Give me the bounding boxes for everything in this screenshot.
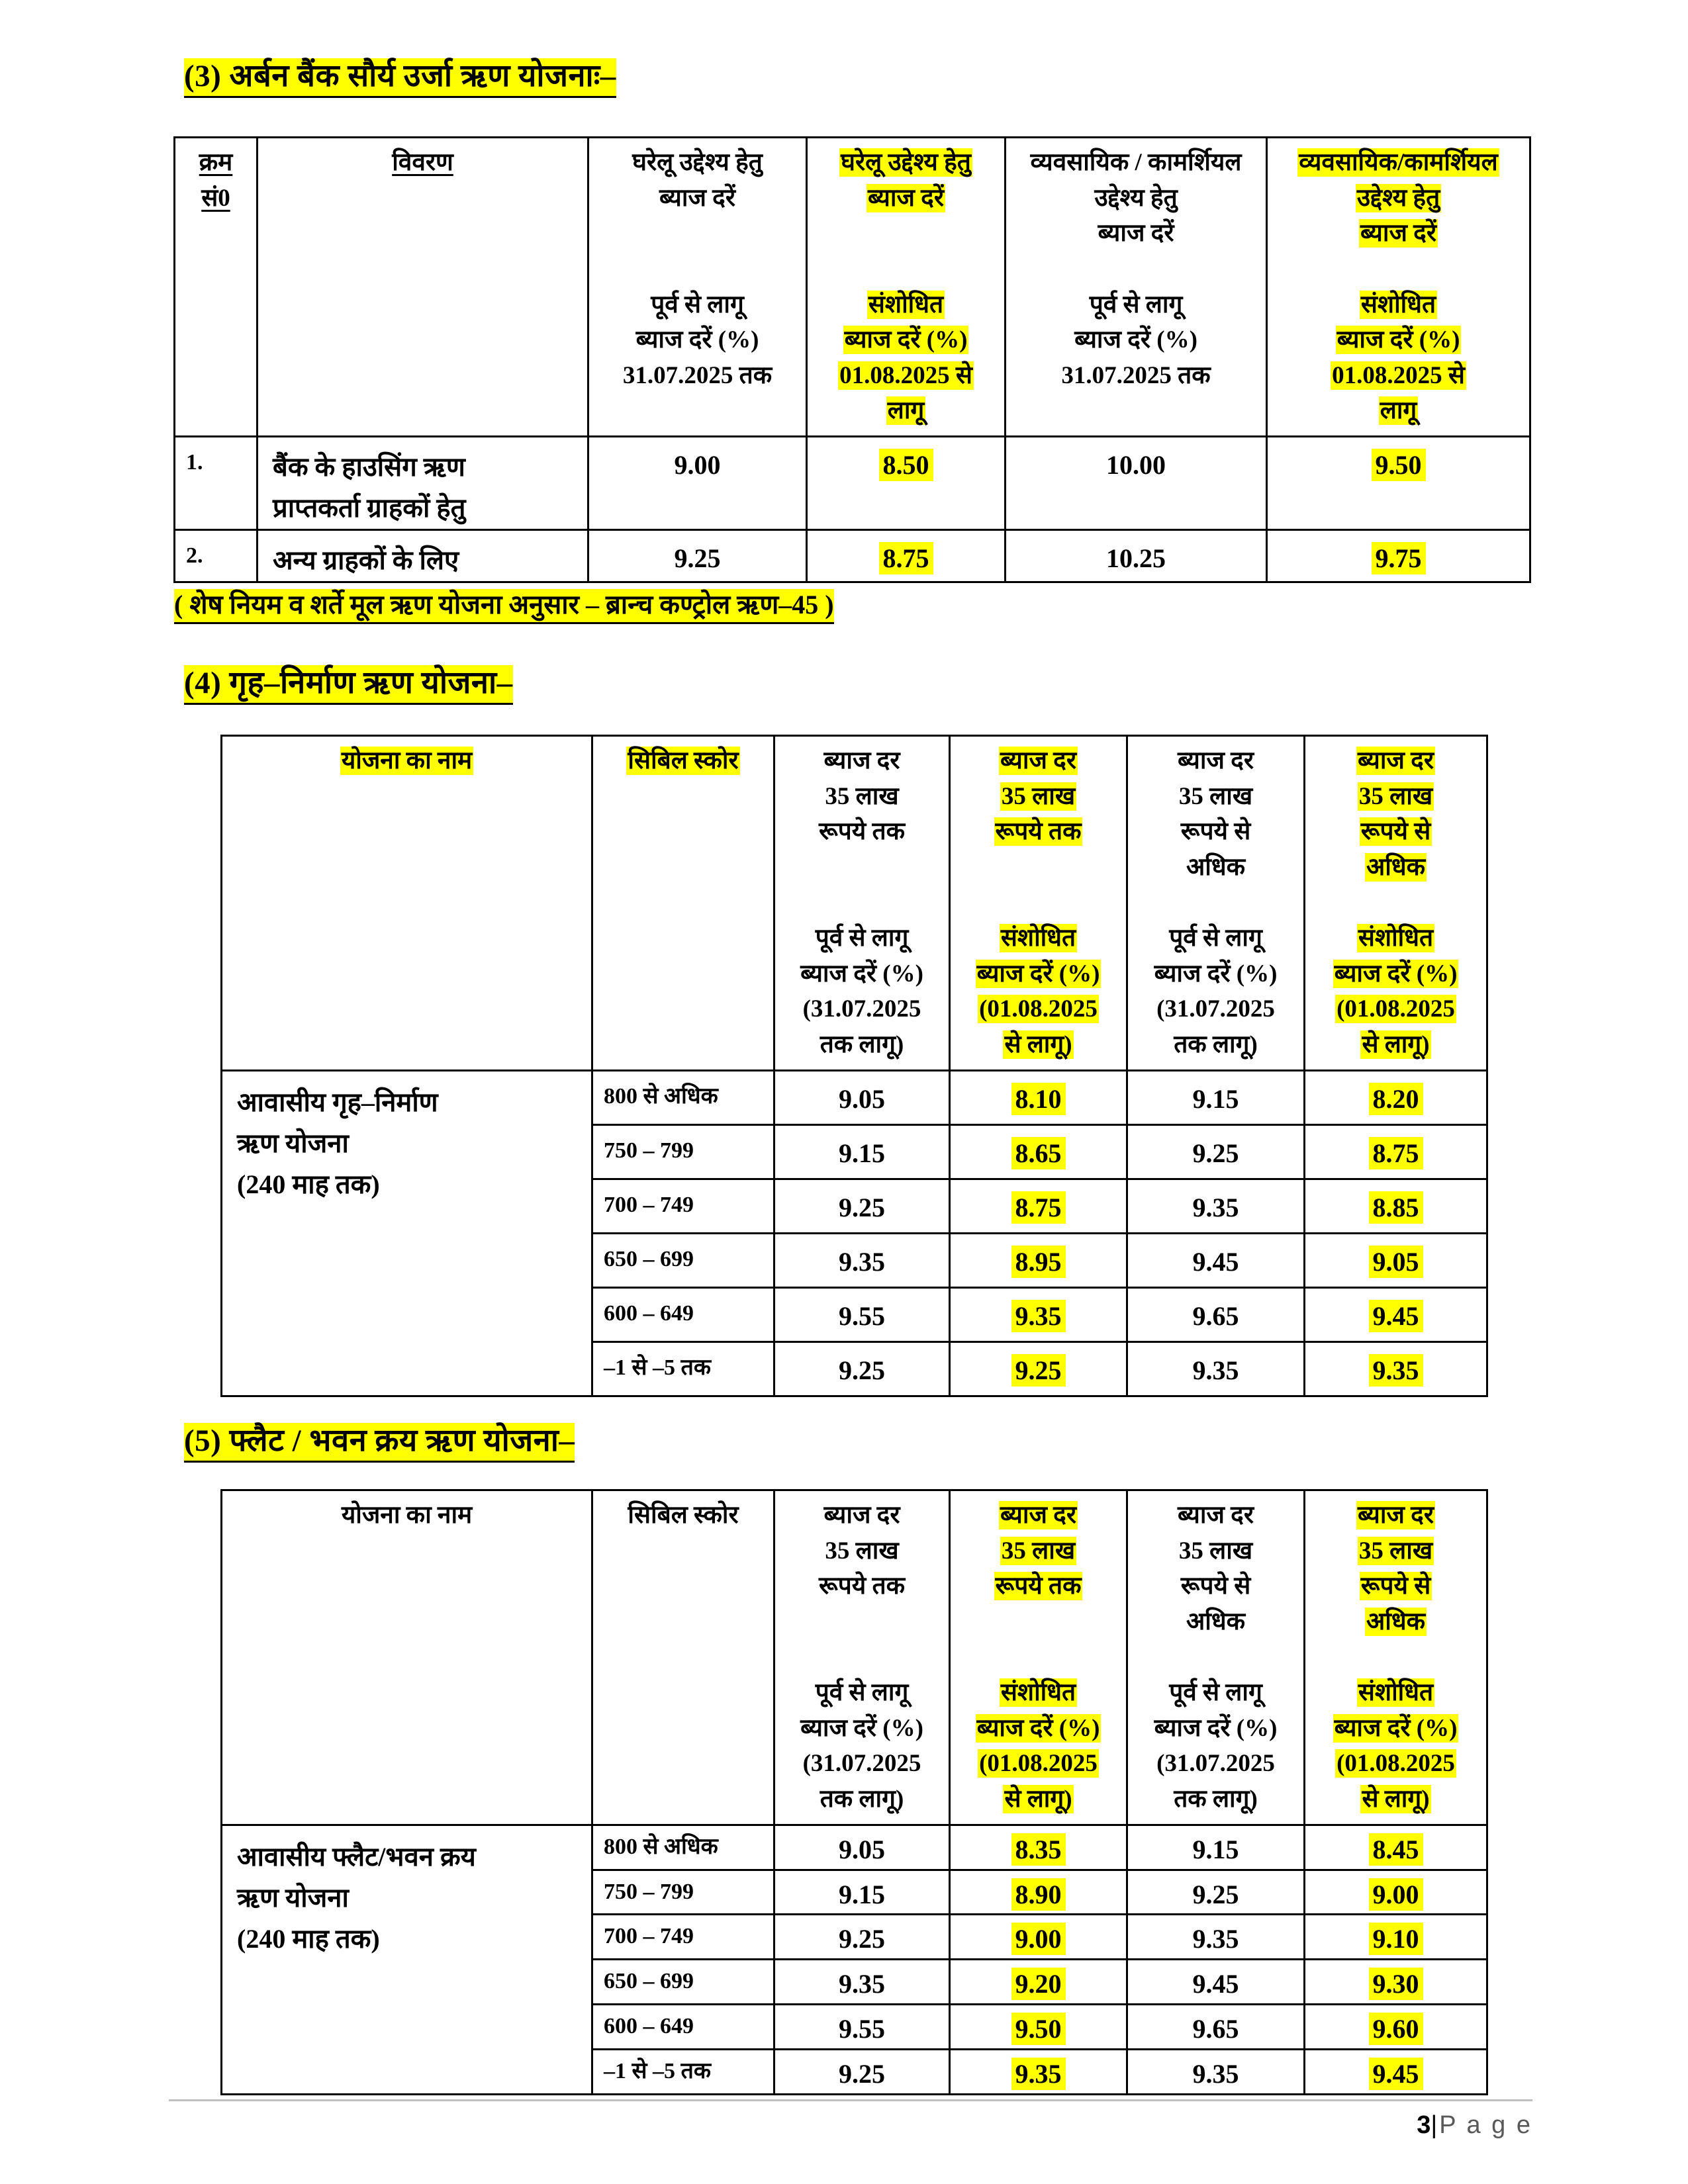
- row2-rate-dom-old: [588, 530, 807, 582]
- s4-c4-s2: ब्याज दरें (%): [1334, 960, 1458, 987]
- s5-r0-v2: 8.35: [1011, 1833, 1066, 1866]
- s5-r1-cibil: 750 – 799: [604, 1879, 694, 1904]
- s5-r4-v3: 9.65: [1192, 2013, 1239, 2044]
- section-3-note-text: ( शेष नियम व शर्ते मूल ऋण योजना अनुसार – ब्रान्च कण्ट्रोल ऋण–45 ): [174, 589, 834, 624]
- s4-scheme-l3: (240 माह तक): [237, 1169, 380, 1199]
- s5-r2-cibil: 700 – 749: [604, 1924, 694, 1949]
- rate-upto35-old: [774, 1124, 950, 1179]
- s5-r5-cibil: –1 से –5 तक: [604, 2058, 711, 2083]
- row2-sno-cell: [175, 530, 258, 582]
- hdr-com-new-l1: व्यवसायिक/कामर्शियल: [1299, 149, 1498, 176]
- hdr-com-new-l2: उद्देश्य हेतु: [1356, 184, 1440, 212]
- s4-c2-s4: से लागू): [1004, 1031, 1072, 1059]
- s5-c2-t2: 35 लाख: [1001, 1537, 1076, 1565]
- rate-upto35-old: [774, 1960, 950, 2005]
- s5-c4-t1: ब्याज दर: [1358, 1502, 1434, 1529]
- s4-r3-cibil: 650 – 699: [604, 1246, 694, 1271]
- rate-above35-old: [1127, 1870, 1305, 1915]
- s5-hdr-yojana: योजना का नाम: [341, 1502, 473, 1529]
- s5-r1-v1: 9.15: [839, 1879, 885, 1909]
- rate-above35-new: [1305, 1124, 1487, 1179]
- row1-sno-cell: [175, 437, 258, 530]
- header-vivaran: [258, 138, 588, 437]
- s4-scheme-l1: आवासीय गृह–निर्माण: [237, 1087, 438, 1117]
- s4-c2-s3: (01.08.2025: [979, 995, 1098, 1023]
- s5-r3-v4: 9.30: [1369, 1968, 1423, 2000]
- rate-above35-new: [1305, 1825, 1487, 1870]
- page-footer: [1294, 2111, 1532, 2140]
- header-sno-line1: क्रम: [199, 149, 233, 176]
- row1-desc-line2: प्राप्तकर्ता ग्राहकों हेतु: [273, 493, 466, 523]
- section-5-heading-text: (5) फ्लैट / भवन क्रय ऋण योजना–: [184, 1423, 575, 1463]
- s4-c1-s4: तक लागू): [820, 1031, 904, 1059]
- table-header-row: [222, 736, 1487, 1071]
- s4-c4-t4: अधिक: [1366, 853, 1426, 881]
- s5-r0-v1: 9.05: [839, 1834, 885, 1864]
- rate-upto35-old: [774, 1342, 950, 1396]
- s4-r0-v2: 8.10: [1011, 1083, 1066, 1115]
- s5-r0-v4: 8.45: [1369, 1833, 1423, 1866]
- s5-c3-t1: ब्याज दर: [1178, 1502, 1254, 1529]
- s5-c3-t2: 35 लाख: [1178, 1537, 1253, 1565]
- hdr-com-old-s1: पूर्व से लागू: [1089, 291, 1183, 318]
- s5-r4-v1: 9.55: [839, 2013, 885, 2044]
- row1-v4: 9.50: [1372, 449, 1426, 481]
- s5-r5-v2: 9.35: [1011, 2058, 1066, 2090]
- s4-r0-v3: 9.15: [1192, 1083, 1239, 1114]
- section-3-note: [174, 589, 834, 624]
- hdr-dom-new-s2: ब्याज दरें (%): [844, 326, 968, 354]
- hdr-dom-old-l1: घरेलू उद्देश्य हेतु: [632, 149, 763, 176]
- rate-above35-old: [1127, 1179, 1305, 1233]
- row1-v1: 9.00: [674, 450, 721, 480]
- rate-upto35-old: [774, 1915, 950, 1960]
- rate-above35-new: [1305, 2004, 1487, 2049]
- hdr-dom-new-l2: ब्याज दरें: [868, 184, 944, 212]
- s4-r3-v4: 9.05: [1369, 1246, 1423, 1278]
- header-scheme-name: [222, 1490, 592, 1825]
- rate-above35-new: [1305, 1233, 1487, 1287]
- s4-c3-t1: ब्याज दर: [1178, 747, 1254, 774]
- s4-c4-s4: से लागू): [1362, 1031, 1430, 1059]
- rate-above35-old: [1127, 1287, 1305, 1342]
- s4-c4-s3: (01.08.2025: [1336, 995, 1455, 1023]
- hdr-com-old-l1: व्यवसायिक / कामर्शियल: [1030, 149, 1242, 176]
- rate-above35-old: [1127, 1915, 1305, 1960]
- hdr-dom-old-s3: 31.07.2025 तक: [622, 361, 773, 389]
- s4-c4-t3: रूपये से: [1360, 818, 1431, 846]
- rate-above35-new: [1305, 1342, 1487, 1396]
- s4-r1-v1: 9.15: [839, 1138, 885, 1168]
- section-4-table: [220, 735, 1488, 1397]
- hdr-dom-old-l2: ब्याज दरें: [659, 184, 735, 212]
- s5-c4-t2: 35 लाख: [1358, 1537, 1433, 1565]
- header-vivaran-text: विवरण: [392, 149, 453, 176]
- s4-c3-t2: 35 लाख: [1178, 782, 1253, 810]
- header-sno: [175, 138, 258, 437]
- s4-r1-v2: 8.65: [1011, 1137, 1066, 1169]
- rate-above35-old: [1127, 1960, 1305, 2005]
- hdr-com-old-s3: 31.07.2025 तक: [1061, 361, 1211, 389]
- s4-r4-v4: 9.45: [1369, 1300, 1423, 1332]
- row2-desc-line1: अन्य ग्राहकों के लिए: [273, 545, 459, 576]
- s4-r4-v2: 9.35: [1011, 1300, 1066, 1332]
- rate-above35-old: [1127, 2004, 1305, 2049]
- s4-r0-v1: 9.05: [839, 1083, 885, 1114]
- rate-upto35-old: [774, 1287, 950, 1342]
- rate-upto35-new: [950, 1179, 1127, 1233]
- row2-rate-com-old: [1006, 530, 1267, 582]
- s4-c1-s2: ब्याज दरें (%): [800, 960, 923, 987]
- hdr-dom-new-s3: 01.08.2025 से: [839, 361, 972, 389]
- s4-c3-s4: तक लागू): [1174, 1031, 1258, 1059]
- s5-r3-cibil: 650 – 699: [604, 1969, 694, 1994]
- s5-c4-s1: संशोधित: [1358, 1679, 1434, 1707]
- cibil-range-cell: [592, 2004, 774, 2049]
- s5-c3-s1: पूर्व से लागू: [1169, 1679, 1262, 1707]
- s4-c2-t3: रूपये तक: [995, 818, 1082, 846]
- rate-above35-new: [1305, 1287, 1487, 1342]
- s5-c3-s3: (31.07.2025: [1156, 1750, 1275, 1778]
- hdr-dom-new-s4: लागू: [887, 397, 925, 425]
- rate-upto35-new: [950, 1124, 1127, 1179]
- row1-rate-com-new: [1267, 437, 1530, 530]
- header-scheme-name: [222, 736, 592, 1071]
- rate-upto35-old: [774, 1233, 950, 1287]
- s4-c3-s1: पूर्व से लागू: [1169, 925, 1262, 952]
- s5-c3-t3: रूपये से: [1180, 1572, 1251, 1600]
- s4-c1-t1: ब्याज दर: [823, 747, 900, 774]
- footer-page-number: 3: [1417, 2111, 1431, 2139]
- s4-c3-t3: रूपये से: [1180, 818, 1251, 846]
- header-above35-revised: [1305, 1490, 1487, 1825]
- section-5-heading: [184, 1423, 575, 1463]
- s4-r2-v1: 9.25: [839, 1192, 885, 1222]
- header-cibil-score: [592, 736, 774, 1071]
- table-header-row: [222, 1490, 1487, 1825]
- rate-upto35-old: [774, 2049, 950, 2094]
- s4-c1-s1: पूर्व से लागू: [815, 925, 909, 952]
- cibil-range-cell: [592, 1287, 774, 1342]
- rate-upto35-new: [950, 1287, 1127, 1342]
- cibil-range-cell: [592, 1124, 774, 1179]
- rate-above35-old: [1127, 1233, 1305, 1287]
- header-domestic-revised: [807, 138, 1006, 437]
- s4-r3-v1: 9.35: [839, 1246, 885, 1277]
- s5-c2-s2: ब्याज दरें (%): [976, 1714, 1100, 1742]
- row2-sno: 2.: [186, 543, 203, 569]
- s4-scheme-l2: ऋण योजना: [237, 1128, 349, 1158]
- s4-c4-t1: ब्याज दर: [1358, 747, 1434, 774]
- cibil-range-cell: [592, 2049, 774, 2094]
- table-row: [175, 437, 1530, 530]
- rate-above35-new: [1305, 2049, 1487, 2094]
- header-sno-line2: सं0: [201, 184, 230, 212]
- header-above35-revised: [1305, 736, 1487, 1071]
- s5-c1-s2: ब्याज दरें (%): [800, 1714, 923, 1742]
- row2-rate-dom-new: [807, 530, 1006, 582]
- s4-r0-v4: 8.20: [1369, 1083, 1423, 1115]
- s5-r1-v2: 8.90: [1011, 1878, 1066, 1911]
- table-row: [222, 1070, 1487, 1124]
- rate-upto35-new: [950, 1825, 1127, 1870]
- section-5-table: [220, 1489, 1488, 2095]
- hdr-dom-new-s1: संशोधित: [868, 291, 944, 318]
- s4-r1-v4: 8.75: [1369, 1137, 1423, 1169]
- s4-c4-t2: 35 लाख: [1358, 782, 1433, 810]
- s4-c2-t2: 35 लाख: [1001, 782, 1076, 810]
- s4-r2-cibil: 700 – 749: [604, 1192, 694, 1217]
- row1-desc-line1: बैंक के हाउसिंग ऋण: [273, 452, 465, 482]
- s5-r5-v3: 9.35: [1192, 2058, 1239, 2089]
- s5-scheme-l1: आवासीय फ्लैट/भवन क्रय: [237, 1841, 476, 1872]
- row2-desc-cell: [258, 530, 588, 582]
- header-domestic-old: [588, 138, 807, 437]
- s5-r1-v3: 9.25: [1192, 1879, 1239, 1909]
- s5-c3-t4: अधिक: [1186, 1608, 1246, 1635]
- rate-above35-old: [1127, 1070, 1305, 1124]
- s5-c2-t1: ब्याज दर: [1000, 1502, 1076, 1529]
- scheme-name-cell: [222, 1825, 592, 2094]
- s4-r2-v3: 9.35: [1192, 1192, 1239, 1222]
- header-commercial-revised: [1267, 138, 1530, 437]
- header-upto35-revised: [950, 736, 1127, 1071]
- s4-r4-v1: 9.55: [839, 1300, 885, 1331]
- hdr-com-new-s4: लागू: [1380, 397, 1417, 425]
- s5-r4-v2: 9.50: [1011, 2013, 1066, 2045]
- cibil-range-cell: [592, 1825, 774, 1870]
- s4-r0-cibil: 800 से अधिक: [604, 1083, 718, 1109]
- s4-c3-s2: ब्याज दरें (%): [1154, 960, 1278, 987]
- hdr-com-new-s1: संशोधित: [1360, 291, 1436, 318]
- s4-c2-s2: ब्याज दरें (%): [976, 960, 1100, 987]
- hdr-com-old-l2: उद्देश्य हेतु: [1094, 184, 1178, 212]
- s4-r4-cibil: 600 – 649: [604, 1300, 694, 1326]
- cibil-range-cell: [592, 1233, 774, 1287]
- s4-c1-t3: रूपये तक: [819, 818, 905, 846]
- s5-scheme-l3: (240 माह तक): [237, 1923, 380, 1954]
- hdr-dom-new-l1: घरेलू उद्देश्य हेतु: [841, 149, 971, 176]
- row1-v2: 8.50: [879, 449, 933, 481]
- rate-upto35-new: [950, 1870, 1127, 1915]
- s5-c1-s1: पूर्व से लागू: [815, 1679, 909, 1707]
- s5-c4-s2: ब्याज दरें (%): [1334, 1714, 1458, 1742]
- hdr-com-old-s2: ब्याज दरें (%): [1074, 326, 1197, 354]
- rate-upto35-new: [950, 1233, 1127, 1287]
- rate-above35-new: [1305, 1960, 1487, 2005]
- row1-rate-dom-new: [807, 437, 1006, 530]
- cibil-range-cell: [592, 1960, 774, 2005]
- section-3-heading-text: (3) अर्बन बैंक सौर्य उर्जा ऋण योजनाः–: [184, 58, 616, 98]
- section-4-heading: [184, 665, 513, 705]
- s5-c1-s3: (31.07.2025: [802, 1750, 921, 1778]
- cibil-range-cell: [592, 1179, 774, 1233]
- row1-desc-cell: [258, 437, 588, 530]
- rate-upto35-old: [774, 1870, 950, 1915]
- hdr-dom-old-s2: ब्याज दरें (%): [635, 326, 759, 354]
- s5-scheme-l2: ऋण योजना: [237, 1882, 349, 1913]
- row2-v3: 10.25: [1106, 543, 1166, 574]
- row1-rate-com-old: [1006, 437, 1267, 530]
- header-upto35-old: [774, 736, 950, 1071]
- s4-c3-t4: अधिक: [1186, 853, 1246, 881]
- s4-r5-v1: 9.25: [839, 1355, 885, 1385]
- s4-r2-v4: 8.85: [1369, 1191, 1423, 1224]
- rate-upto35-new: [950, 1915, 1127, 1960]
- s5-r4-v4: 9.60: [1369, 2013, 1423, 2045]
- s4-r4-v3: 9.65: [1192, 1300, 1239, 1331]
- s4-hdr-cibil: सिबिल स्कोर: [628, 747, 739, 774]
- rate-above35-old: [1127, 1342, 1305, 1396]
- rate-above35-old: [1127, 2049, 1305, 2094]
- rate-above35-new: [1305, 1179, 1487, 1233]
- header-cibil-score: [592, 1490, 774, 1825]
- rate-above35-old: [1127, 1124, 1305, 1179]
- rate-upto35-new: [950, 1070, 1127, 1124]
- s5-c3-s2: ब्याज दरें (%): [1154, 1714, 1278, 1742]
- hdr-com-new-s2: ब्याज दरें (%): [1336, 326, 1460, 354]
- cibil-range-cell: [592, 1070, 774, 1124]
- hdr-com-new-s3: 01.08.2025 से: [1332, 361, 1465, 389]
- row1-v3: 10.00: [1106, 450, 1166, 480]
- s5-r3-v2: 9.20: [1011, 1968, 1066, 2000]
- rate-upto35-old: [774, 1825, 950, 1870]
- section-4-heading-text: (4) गृह–निर्माण ऋण योजना–: [184, 665, 513, 705]
- rate-upto35-old: [774, 1179, 950, 1233]
- rate-upto35-old: [774, 1070, 950, 1124]
- s5-r4-cibil: 600 – 649: [604, 2013, 694, 2038]
- hdr-com-old-l3: ब्याज दरें: [1098, 220, 1174, 248]
- s5-c1-t2: 35 लाख: [825, 1537, 899, 1565]
- s5-c1-t1: ब्याज दर: [823, 1502, 900, 1529]
- s5-r1-v4: 9.00: [1369, 1878, 1423, 1911]
- s4-r5-cibil: –1 से –5 तक: [604, 1355, 711, 1380]
- header-upto35-revised: [950, 1490, 1127, 1825]
- s5-r0-v3: 9.15: [1192, 1834, 1239, 1864]
- s5-c4-s4: से लागू): [1362, 1786, 1430, 1813]
- footer-divider: [169, 2099, 1532, 2101]
- s4-c2-s1: संशोधित: [1000, 925, 1076, 952]
- footer-page-label: P a g e: [1439, 2111, 1532, 2139]
- s5-c1-t3: रूपये तक: [819, 1572, 905, 1600]
- s4-r3-v2: 8.95: [1011, 1246, 1066, 1278]
- s4-c1-t2: 35 लाख: [825, 782, 899, 810]
- s4-r1-v3: 9.25: [1192, 1138, 1239, 1168]
- s5-c3-s4: तक लागू): [1174, 1786, 1258, 1813]
- rate-upto35-new: [950, 1960, 1127, 2005]
- s4-c2-t1: ब्याज दर: [1000, 747, 1076, 774]
- s5-r3-v3: 9.45: [1192, 1969, 1239, 1999]
- s4-r2-v2: 8.75: [1011, 1191, 1066, 1224]
- rate-above35-new: [1305, 1915, 1487, 1960]
- header-commercial-old: [1006, 138, 1267, 437]
- s5-c4-s3: (01.08.2025: [1336, 1750, 1455, 1778]
- cibil-range-cell: [592, 1342, 774, 1396]
- row2-rate-com-new: [1267, 530, 1530, 582]
- s5-r5-v1: 9.25: [839, 2058, 885, 2089]
- s5-c4-t4: अधिक: [1366, 1608, 1426, 1635]
- s5-c2-s3: (01.08.2025: [979, 1750, 1098, 1778]
- s5-c2-s1: संशोधित: [1000, 1679, 1076, 1707]
- rate-above35-new: [1305, 1870, 1487, 1915]
- s4-r5-v4: 9.35: [1369, 1354, 1423, 1387]
- s4-r5-v3: 9.35: [1192, 1355, 1239, 1385]
- s5-r5-v4: 9.45: [1369, 2058, 1423, 2090]
- section-3-table: [173, 136, 1531, 583]
- table-row: [222, 1825, 1487, 1870]
- s4-hdr-yojana: योजना का नाम: [341, 747, 473, 774]
- row2-v2: 8.75: [879, 542, 933, 574]
- header-upto35-old: [774, 1490, 950, 1825]
- table-header-row: [175, 138, 1530, 437]
- s4-c4-s1: संशोधित: [1358, 925, 1434, 952]
- rate-above35-new: [1305, 1070, 1487, 1124]
- rate-above35-old: [1127, 1825, 1305, 1870]
- section-3-heading: [184, 58, 616, 98]
- s5-r2-v3: 9.35: [1192, 1924, 1239, 1954]
- table-row: [175, 530, 1530, 582]
- hdr-dom-old-s1: पूर्व से लागू: [651, 291, 744, 318]
- s5-c2-t3: रूपये तक: [995, 1572, 1082, 1600]
- s5-hdr-cibil: सिबिल स्कोर: [628, 1502, 739, 1529]
- cibil-range-cell: [592, 1915, 774, 1960]
- s4-r5-v2: 9.25: [1011, 1354, 1066, 1387]
- s5-c4-t3: रूपये से: [1360, 1572, 1431, 1600]
- rate-upto35-new: [950, 2004, 1127, 2049]
- row1-rate-dom-old: [588, 437, 807, 530]
- s5-c2-s4: से लागू): [1004, 1786, 1072, 1813]
- s5-r2-v4: 9.10: [1369, 1923, 1423, 1955]
- s5-r2-v1: 9.25: [839, 1924, 885, 1954]
- s4-r3-v3: 9.45: [1192, 1246, 1239, 1277]
- rate-upto35-new: [950, 2049, 1127, 2094]
- row2-v4: 9.75: [1372, 542, 1426, 574]
- s5-r0-cibil: 800 से अधिक: [604, 1834, 718, 1859]
- s5-r3-v1: 9.35: [839, 1969, 885, 1999]
- s5-r2-v2: 9.00: [1011, 1923, 1066, 1955]
- rate-upto35-old: [774, 2004, 950, 2049]
- header-above35-old: [1127, 1490, 1305, 1825]
- s4-c3-s3: (31.07.2025: [1156, 995, 1275, 1023]
- cibil-range-cell: [592, 1870, 774, 1915]
- hdr-com-new-l3: ब्याज दरें: [1360, 220, 1436, 248]
- s5-c1-s4: तक लागू): [820, 1786, 904, 1813]
- s4-r1-cibil: 750 – 799: [604, 1138, 694, 1163]
- rate-upto35-new: [950, 1342, 1127, 1396]
- header-above35-old: [1127, 736, 1305, 1071]
- row2-v1: 9.25: [674, 543, 721, 574]
- row1-sno: 1.: [186, 450, 203, 475]
- footer-separator: |: [1430, 2111, 1440, 2139]
- s4-c1-s3: (31.07.2025: [802, 995, 921, 1023]
- scheme-name-cell: [222, 1070, 592, 1396]
